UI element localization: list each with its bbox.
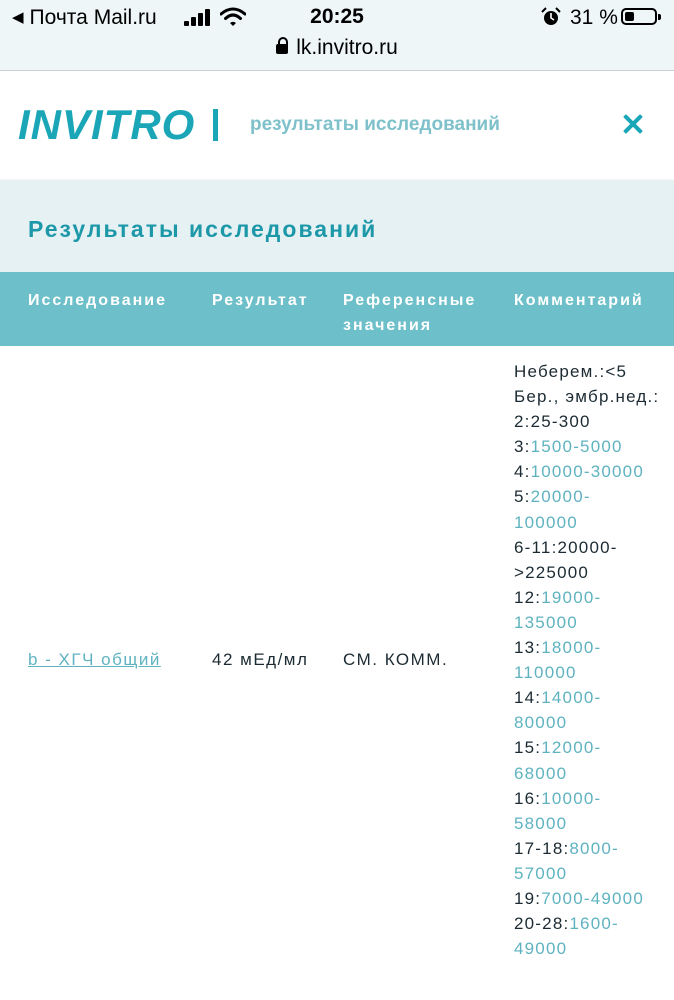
column-header-result: Результат [212,292,309,309]
comment-range: 10000- [541,788,602,808]
comment-range: 8000- [569,838,619,858]
comment-line [514,735,674,760]
comment-label: Бер., эмбр.нед.: [514,387,660,407]
comment-label: 2:25-300 [514,412,591,432]
page-title: Результаты исследований [28,216,378,242]
comment-range: 1600- [569,914,619,934]
comment-line [514,886,674,911]
close-icon[interactable] [620,111,646,137]
comment-line [514,685,674,710]
comment-range: 19000- [541,587,602,607]
comment-line [514,936,674,961]
comment-line [514,459,674,484]
alarm-clock-icon [541,7,561,27]
comment-line [514,535,674,560]
lock-icon [276,44,288,54]
comment-label: 16: [514,788,542,808]
comment-range: 110000 [514,663,577,683]
comment-range: 20000- [530,487,591,507]
battery-icon [621,8,657,25]
invitro-logo[interactable]: INVITRO [18,101,196,148]
comment-line [514,786,674,811]
comment-range: 80000 [514,713,568,733]
comment-line [514,560,674,585]
comment-label: 4: [514,462,531,482]
comment-text [514,359,674,961]
reference-value: СМ. КОММ. [343,650,449,669]
battery-percent: 31 % [570,6,618,29]
comment-line [514,660,674,685]
comment-label: 17-18: [514,838,570,858]
title-band [0,180,674,272]
comment-label: Неберем.:<5 [514,362,628,381]
comment-range: 12000- [541,738,602,758]
comment-line [514,710,674,735]
logo-divider [213,109,218,141]
comment-range: 7000-49000 [541,888,644,908]
comment-range: 100000 [514,512,578,532]
result-value: 42 мЕд/мл [212,650,309,669]
test-name-link[interactable]: b - ХГЧ общий [28,650,161,669]
comment-label: 15: [514,738,542,758]
comment-line [514,836,674,861]
comment-range: 135000 [514,612,578,632]
comment-range: 10000-30000 [530,462,644,482]
comment-line [514,384,674,409]
comment-line [514,610,674,635]
comment-line [514,510,674,535]
comment-label: 13: [514,638,542,658]
comment-label: 3: [514,437,531,457]
comment-line [514,585,674,610]
comment-label: 20-28: [514,914,570,934]
header-subtitle: результаты исследований [250,114,500,135]
column-header-reference: Референсные значения [343,292,477,334]
comment-label: 6-11:20000- [514,537,618,557]
back-arrow-icon: ◀ [12,9,24,26]
comment-range: 58000 [514,813,568,833]
comment-line [514,811,674,836]
comment-line [514,911,674,936]
comment-range: 68000 [514,763,568,783]
comment-range: 18000- [541,638,602,658]
comment-label: 12: [514,587,542,607]
url-text: lk.invitro.ru [296,36,398,59]
comment-line [514,359,674,384]
comment-line [514,484,674,509]
comment-label: 14: [514,688,542,708]
back-app-label: Почта Mail.ru [29,6,157,29]
comment-line [514,434,674,459]
comment-line [514,635,674,660]
status-time: 20:25 [310,5,364,28]
comment-label: 5: [514,487,531,507]
column-header-test: Исследование [28,292,167,309]
column-header-comment: Комментарий [514,292,644,309]
comment-range: 57000 [514,863,568,883]
comment-line [514,861,674,886]
address-bar[interactable] [0,36,674,60]
comment-range: 1500-5000 [530,437,623,457]
comment-line [514,761,674,786]
site-header [0,71,674,179]
system-bar [0,0,674,71]
comment-range: 14000- [541,688,602,708]
table-header [0,272,674,346]
comment-label: >225000 [514,562,590,582]
comment-label: 19: [514,888,542,908]
comment-range: 49000 [514,939,568,959]
comment-line [514,409,674,434]
